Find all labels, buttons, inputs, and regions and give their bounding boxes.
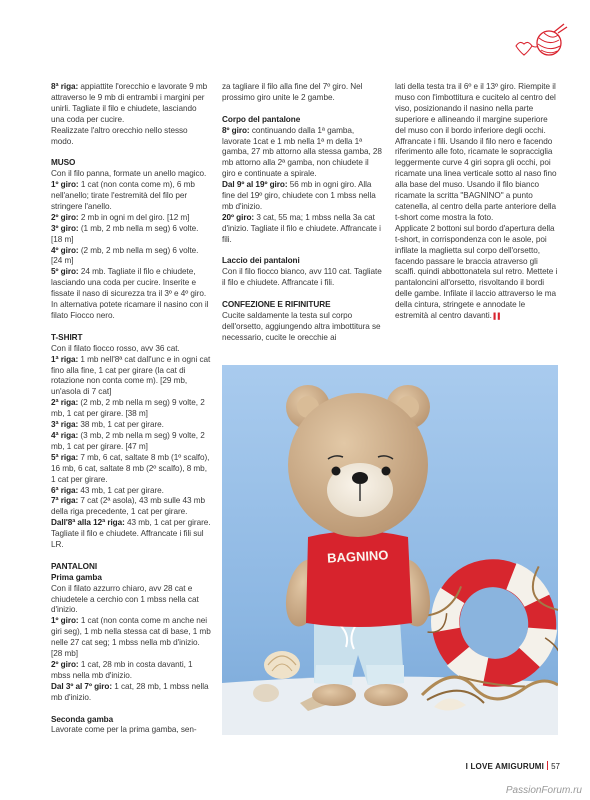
paragraph-text: Con il filo panna, formate un anello magico. — [51, 169, 207, 179]
paragraph — [51, 126, 211, 148]
paragraph-text: Con il filato fiocco rosso, avv 36 cat. — [51, 343, 180, 353]
paragraph-gap — [51, 551, 211, 562]
row-label: 4ª riga: — [51, 430, 79, 440]
row-label: 5ª riga: — [51, 452, 79, 462]
paragraph-gap — [222, 104, 383, 115]
paragraph — [222, 180, 383, 213]
paragraph — [51, 486, 211, 497]
paragraph-text: (2 mb, 2 mb nella m seg) 9 volte, 2 mb, 1 cat per girare. [38 m] — [51, 398, 205, 419]
paragraph — [51, 180, 211, 213]
paragraph-text: 1 mb nell'8ª cat dall'unc e in ogni cat fino alla fine, 1 cat per girare (la cat di rotazione non conta come m). [29 mb, un'asola di 7 cat] — [51, 354, 211, 397]
text-column-2 — [222, 82, 383, 344]
section-heading: PANTALONI — [51, 561, 98, 571]
paragraph-text: 43 mb, 1 cat per girare. Tagliate il filo e chiudete. Affrancate i fili sul LR. — [51, 518, 211, 550]
magazine-name: I LOVE AMIGURUMI — [465, 762, 545, 771]
row-label: 8º giro: — [222, 125, 250, 135]
paragraph-text: Con il filato azzurro chiaro, avv 28 cat e chiudetele a cerchio con 1 mbss nella cat d'inizio. — [51, 583, 199, 615]
paragraph — [51, 82, 211, 126]
paragraph — [51, 267, 211, 322]
paragraph-text: (3 mb, 2 mb nella m seg) 9 volte, 2 mb, 1 cat per girare. [47 m] — [51, 430, 205, 451]
section-heading: T-SHIRT — [51, 332, 83, 342]
paragraph — [222, 126, 383, 181]
bear-head — [286, 385, 430, 537]
paragraph — [51, 682, 211, 704]
paragraph — [222, 267, 383, 289]
row-label: 1ª riga: — [51, 354, 79, 364]
paragraph-text: Applicate 2 bottoni sul bordo d'apertura della t-short, in corrispondenza con le asole, poi infilate la maglietta sul corpo dell'orsetto, facendo passare le braccia atraverso gli scalfi. quindi abbottonatela sul retro. Mettete i pantaloncini all'orsetto, risvoltando il bordi delle gambe. Infilate il laccio attraverso le ma della cintura, stringete e annodate le estremità al centro davanti. — [395, 223, 558, 321]
paragraph — [51, 169, 211, 180]
paragraph — [51, 584, 211, 617]
paragraph — [51, 420, 211, 431]
paragraph-gap — [222, 289, 383, 300]
page-footer — [466, 761, 560, 771]
row-label: Dal 3º al 7º giro: — [51, 681, 113, 691]
row-label: 6ª riga: — [51, 485, 79, 495]
paragraph-text: Realizzate l'altro orecchio nello stesso modo. — [51, 125, 188, 146]
paragraph-text: Cucite saldamente la testa sul corpo dell'orsetto, aggiungendo altra imbottitura se necessario, cucite le orecchie ai — [222, 310, 381, 342]
paragraph-text: continuando dalla 1ª gamba, lavorate 1cat e 1 mb nella 1ª m della 1ª gamba, 27 mb attorno alla stessa gamba, 28 mb attorno alla 2ª gamba, non chiudete il giro e continuate a spirale. — [222, 125, 382, 179]
paragraph-text: 1 cat, 28 mb, 1 mbss nella mb d'inizio. — [51, 681, 209, 702]
paragraph-text: 3 cat, 55 ma; 1 mbss nella 3a cat d'inizio. Tagliate il filo e chiudete. Affrancate i fili. — [222, 212, 381, 244]
row-label: 4º giro: — [51, 245, 79, 255]
paragraph-gap — [51, 147, 211, 158]
section-heading: CONFEZIONE E RIFINITURE — [222, 300, 331, 310]
paragraph-gap — [51, 704, 211, 715]
subsection-heading: Corpo del pantalone — [222, 114, 301, 124]
bear-shirt — [306, 531, 412, 627]
paragraph-text: za tagliare il filo alla fine del 7º giro. Nel prossimo giro unite le 2 gambe. — [222, 82, 363, 102]
subsection-heading: Prima gamba — [51, 572, 102, 582]
section-heading: MUSO — [51, 158, 76, 168]
paragraph — [51, 398, 211, 420]
paragraph — [51, 496, 211, 518]
paragraph-text: 56 mb in ogni giro. Alla fine del 19º giro, chiudete con 1 mbss nella mb d'inizio. — [222, 180, 376, 211]
paragraph — [51, 725, 211, 736]
row-label: 1º giro: — [51, 616, 79, 626]
paragraph-text: lati della testa tra il 6º e il 13º giro. Riempite il muso con l'imbottitura e cucitelo al centro del viso, posizionando il nasino nella parte superiore e allineando il margine superiore del muso con il bordo inferiore degli occhi. Affrancate i fili. Usando il filo nero e facendo riferimento alle foto, ricamate le sopracciglia leggermente curve 4 giri sopra gli occhi, poi ricamate una linea verticale sotto al naso fino alla base del muso. Usando il filo bianco ricamate la scritta "BAGNINO" a punto catenella, al centro della parte anteriore della t-short come mostra la foto. — [395, 82, 557, 222]
bear-photo — [222, 365, 558, 735]
paragraph — [395, 224, 558, 323]
paragraph — [51, 453, 211, 486]
paragraph-text: (1 mb, 2 mb nella m seg) 6 volte. [18 m] — [51, 223, 199, 244]
paragraph — [51, 518, 211, 551]
paragraph — [222, 82, 383, 104]
paragraph — [51, 246, 211, 268]
paragraph-text: Lavorate come per la prima gamba, sen- — [51, 725, 197, 735]
paragraph-text: 1 cat (non conta come m), 6 mb nell'anello; tirate l'estremità del filo per stringere l'anello. — [51, 180, 195, 211]
paragraph — [51, 213, 211, 224]
paragraph-text: 24 mb. Tagliate il filo e chiudete, lasciando una coda per cucire. Inserite e fissate il naso di sicurezza tra il 3º e 4º giro. In alternativa potete ricamare il nasino con il filato Fiocco nero. — [51, 267, 209, 321]
paragraph — [395, 82, 558, 224]
row-label: Dal 9º al 19º giro: — [222, 180, 288, 190]
row-label: 7ª riga: — [51, 496, 79, 506]
row-label: 8ª riga: — [51, 82, 79, 91]
row-label: Dall'8ª alla 12ª riga: — [51, 518, 125, 528]
paragraph — [51, 355, 211, 399]
paragraph — [222, 311, 383, 344]
paragraph-gap — [222, 246, 383, 257]
row-label: 1º giro: — [51, 180, 79, 190]
paragraph-gap — [51, 322, 211, 333]
row-label: 20º giro: — [222, 212, 255, 222]
paragraph-text: (2 mb, 2 mb nella m seg) 6 volte. [24 m] — [51, 245, 199, 266]
paragraph-text: 38 mb, 1 cat per girare. — [78, 420, 164, 430]
footer-divider — [547, 761, 548, 770]
row-label: 2ª riga: — [51, 398, 79, 408]
watermark: PassionForum.ru — [505, 785, 582, 796]
paragraph — [222, 213, 383, 246]
row-label: 2º giro: — [51, 212, 79, 222]
row-label: 3ª riga: — [51, 420, 79, 430]
row-label: 2º giro: — [51, 659, 79, 669]
paragraph-text: 1 cat (non conta come m anche nei giri seg), 1 mb nella stessa cat di base, 1 mb nelle 27 cat seg; 1 mbss nella mb d'inizio. [28 mb] — [51, 616, 211, 659]
paragraph — [51, 344, 211, 355]
shirt-lettering: BAGNINO — [326, 547, 389, 566]
paragraph — [51, 616, 211, 660]
paragraph — [51, 431, 211, 453]
yarn-heart-logo — [514, 22, 570, 67]
paragraph — [51, 660, 211, 682]
page-number: 57 — [551, 762, 560, 771]
subsection-heading: Laccio dei pantaloni — [222, 256, 300, 266]
subsection-heading: Seconda gamba — [51, 714, 114, 724]
paragraph-text: 7 mb, 6 cat, saltate 8 mb (1º scalfo), 16 mb, 6 cat, saltate 8 mb (2º scalfo), 8 mb, 1 cat per girare. — [51, 452, 210, 484]
paragraph-text: appiattite l'orecchio e lavorate 9 mb attraverso le 9 mb di entrambi i margini per unirli. Tagliate il filo e chiudete, lasciando una coda per cucire. — [51, 82, 208, 124]
row-label: 5º giro: — [51, 267, 79, 277]
text-column-3 — [395, 82, 558, 323]
paragraph-text: 2 mb in ogni m del giro. [12 m] — [78, 212, 190, 222]
paragraph-text: Con il filo fiocco bianco, avv 110 cat. Tagliate il filo e chiudete. Affrancate i fili. — [222, 267, 382, 288]
paragraph — [51, 224, 211, 246]
paragraph-text: 43 mb, 1 cat per girare. — [78, 485, 164, 495]
paragraph-text: 1 cat, 28 mb in costa davanti, 1 mbss nella mb d'inizio. — [51, 659, 193, 680]
paragraph-text: 7 cat (2ª asola), 43 mb sulle 43 mb della riga precedente, 1 cat per girare. — [51, 496, 206, 517]
row-label: 3º giro: — [51, 223, 79, 233]
text-column-1 — [51, 82, 211, 736]
end-mark-icon: ▌▌ — [491, 314, 502, 321]
